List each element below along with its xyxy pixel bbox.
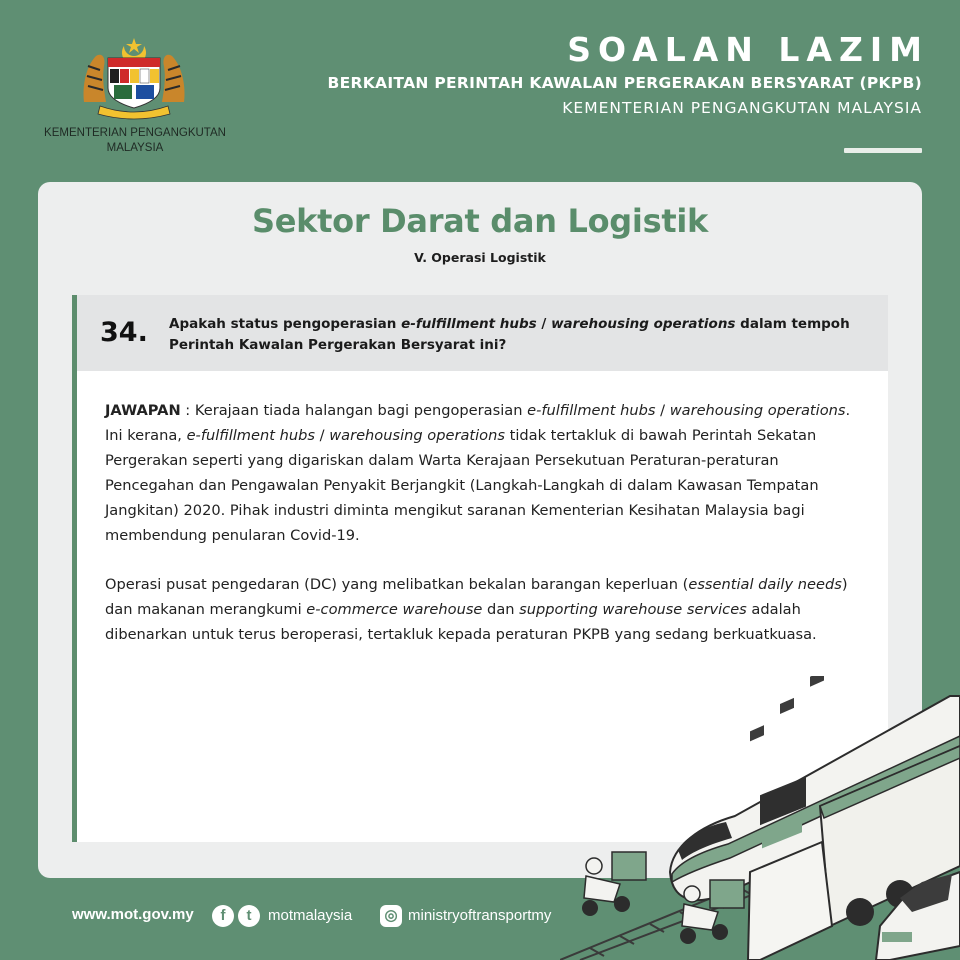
website-link[interactable]: www.mot.gov.my xyxy=(72,906,194,923)
section-subtitle: V. Operasi Logistik xyxy=(414,250,546,265)
page-title: SOALAN LAZIM xyxy=(567,30,929,69)
ministry-name-right: KEMENTERIAN PENGANGKUTAN MALAYSIA xyxy=(562,99,922,117)
scooter-graphic-1 xyxy=(582,852,646,916)
instagram-icon[interactable]: ◎ xyxy=(380,905,402,927)
twitter-icon[interactable]: t xyxy=(238,905,260,927)
answer-paragraph-1: JAWAPAN : Kerajaan tiada halangan bagi pengoperasian e-fulfillment hubs / warehousing operations. Ini kerana, e-fulfillment hubs / warehousing operations tidak tertakluk di bawah Perintah Sekatan Pergerakan seperti yang digariskan dalam Warta Kerajaan Persekutuan Peraturan-peraturan Pencegahan dan Pengawalan Penyakit Berjangkit (Langkah-Langkah di dalam Kawasan Tempatan Jangkitan) 2020. Pihak industri diminta mengikut saranan Kementerian Kesihatan Malaysia bagi membendung penularan Covid-19. xyxy=(105,402,851,544)
answer-text xyxy=(105,398,865,647)
transport-illustration xyxy=(560,676,960,960)
answer-paragraph-2: Operasi pusat pengedaran (DC) yang melibatkan bekalan barangan keperluan (essential daily needs) dan makanan merangkumi e-commerce warehouse dan supporting warehouse services adalah dibenarkan untuk terus beroperasi, tertakluk kepada peraturan PKPB yang sedang berkuatkuasa. xyxy=(105,576,848,643)
page-subtitle: BERKAITAN PERINTAH KAWALAN PERGERAKAN BERSYARAT (PKPB) xyxy=(327,74,922,92)
question-number: 34. xyxy=(100,317,148,348)
facebook-icon[interactable]: f xyxy=(212,905,234,927)
header-titles xyxy=(327,30,929,117)
ministry-name-left: KEMENTERIAN PENGANGKUTAN MALAYSIA xyxy=(44,127,226,154)
question-bar xyxy=(77,295,888,371)
social-handle-motmalaysia[interactable]: motmalaysia xyxy=(268,907,353,924)
scooter-graphic-2 xyxy=(680,880,744,944)
answer-label: JAWAPAN xyxy=(105,402,181,419)
coat-of-arms-logo xyxy=(78,36,190,120)
section-title: Sektor Darat dan Logistik xyxy=(252,202,708,240)
header-divider xyxy=(844,148,922,153)
social-handle-ministryoftransportmy[interactable]: ministryoftransportmy xyxy=(408,907,552,924)
question-text: Apakah status pengoperasian e-fulfillment hubs / warehousing operations dalam tempoh Perintah Kawalan Pergerakan Bersyarat ini? xyxy=(169,316,850,353)
